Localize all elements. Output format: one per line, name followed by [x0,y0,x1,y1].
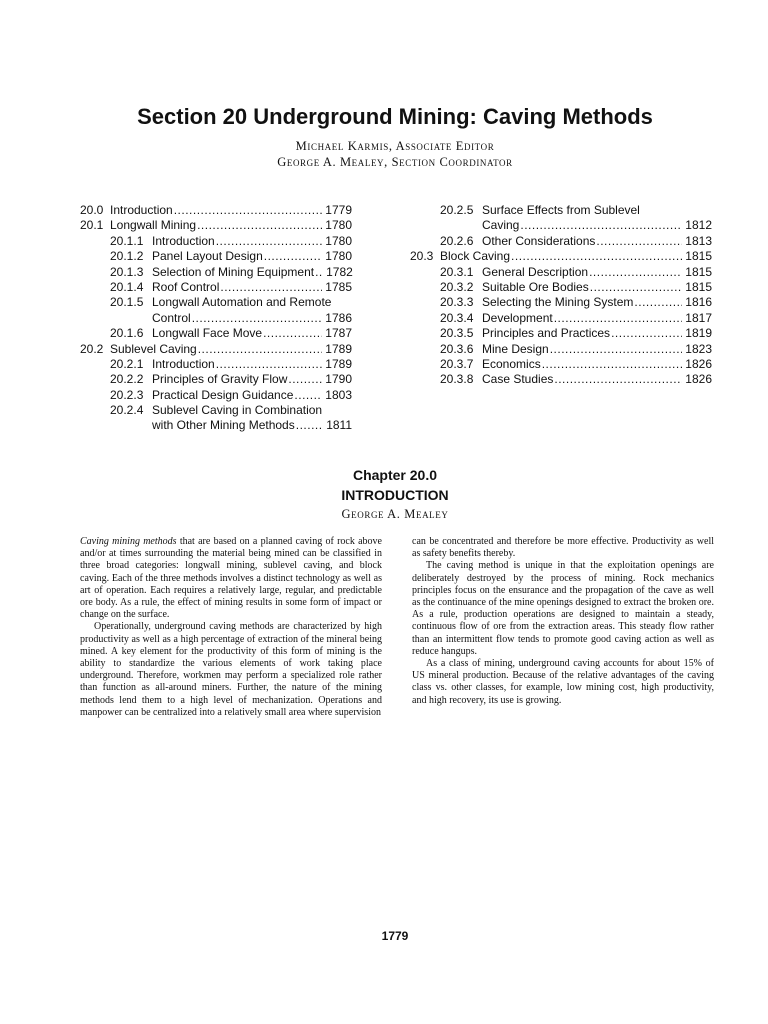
table-of-contents-left [80,203,352,434]
toc-entry [80,388,352,403]
toc-entry-number: 20.3.1 [440,264,474,279]
toc-entry-page: 1811 [326,418,352,433]
toc-entry-number: 20.1 [80,218,104,233]
toc-entry-title: Caving [482,218,520,233]
toc-entry-title: Principles and Practices [482,326,611,341]
paragraph-text: The caving method is unique in that the exploitation openings are deliberately destroyed by the process of mining. Rock mechanics principles focus on the ensurance and the propagation of the cave as well as the continuance of the mine openings designed to extract the broken ore. As a rule, production operations are designed to maintain a steady, continuous flow of ore from the extraction areas. This steady flow rather than an intermittent flow tends to promote good caving action as well as reduce hangups. [412,560,714,657]
toc-dot-leader [554,311,683,325]
toc-dot-leader [590,280,683,294]
toc-entry-page: 1785 [325,279,352,294]
toc-dot-leader [264,249,323,263]
toc-entry-title: Suitable Ore Bodies [482,279,589,294]
toc-entry-number: 20.1.2 [110,249,144,264]
toc-entry-title: Mine Design [482,341,549,356]
toc-dot-leader [589,265,682,279]
toc-entry [80,218,352,233]
toc-entry [80,234,352,249]
body-column-left [80,536,382,719]
toc-entry-number: 20.2.4 [110,403,144,418]
toc-entry [410,311,712,326]
body-paragraph [412,560,714,658]
toc-entry-title: Longwall Mining [110,218,197,233]
toc-entry-title: Longwall Face Move [152,326,263,341]
lead-phrase: Caving mining methods [80,536,177,547]
toc-dot-leader [263,326,322,340]
toc-entry-title: Introduction [152,233,215,248]
toc-entry [410,295,712,310]
toc-entry [80,280,352,295]
toc-entry [80,418,352,433]
toc-dot-leader [596,234,682,248]
toc-entry [410,280,712,295]
toc-entry [410,357,712,372]
toc-entry-number: 20.1.4 [110,279,144,294]
toc-entry-page: 1790 [325,372,352,387]
toc-entry-page: 1819 [685,326,712,341]
table-of-contents-right [410,203,712,388]
toc-entry-page: 1786 [325,310,352,325]
chapter-author: George A. Mealey [341,507,449,521]
toc-entry-page: 1780 [325,218,352,233]
toc-entry-title: Block Caving [440,249,511,264]
toc-entry-page: 1817 [685,310,712,325]
toc-entry [80,326,352,341]
body-paragraph [412,658,714,707]
toc-entry-number: 20.1.3 [110,264,144,279]
toc-entry-page: 1779 [325,203,352,217]
toc-entry-page: 1789 [325,341,352,356]
toc-dot-leader [550,342,683,356]
toc-entry-page: 1823 [685,341,712,356]
toc-entry-number: 20.1.1 [110,233,144,248]
toc-entry-title: General Description [482,264,589,279]
toc-entry-number: 20.3.8 [440,372,474,387]
toc-dot-leader [315,265,323,279]
paragraph-text: that are based on a planned caving of rock above and/or at times surrounding the material being mined can be classified in three broad categories: longwall mining, sublevel caving, and block caving. Each of the three methods involves a distinct technology as well as art of operation. Each requires a relatively large, regular, and predictable ore body. As a rule, the effect of mining results in some form of impact or change on the surface. [80,536,382,621]
toc-entry-title: Sublevel Caving [110,341,197,356]
toc-entry [410,342,712,357]
toc-entry [80,249,352,264]
toc-dot-leader [220,280,322,294]
toc-entry-title: Economics [482,356,541,371]
toc-dot-leader [216,357,323,371]
toc-entry [410,326,712,341]
toc-entry-page: 1812 [685,218,712,233]
toc-entry-title: Selection of Mining Equipment [152,264,315,279]
body-paragraph [80,536,382,621]
chapter-number: Chapter 20.0 [352,467,438,483]
toc-dot-leader [520,218,682,232]
toc-entry-page: 1815 [685,249,712,264]
toc-entry-title: Roof Control [152,279,220,294]
toc-entry [80,203,352,218]
toc-entry-title: Selecting the Mining System [482,295,634,310]
toc-dot-leader [296,418,323,432]
toc-dot-leader [611,326,682,340]
paragraph-text: As a class of mining, underground caving accounts for about 15% of US mineral production. Because of the relative advantages of the caving class vs. other classes, for example, low mining cost, high productivity, and high recovery, its use is growing. [412,658,714,706]
toc-entry [410,372,712,387]
toc-entry-number: 20.3.4 [440,310,474,325]
toc-entry-number: 20.3.6 [440,341,474,356]
toc-dot-leader [216,234,323,248]
toc-entry-page: 1789 [325,356,352,371]
toc-entry-page: 1813 [685,233,712,248]
toc-entry-title: Introduction [152,356,215,371]
toc-entry-title: with Other Mining Methods [152,418,295,433]
toc-dot-leader [174,203,323,217]
toc-entry [410,234,712,249]
toc-entry-page: 1780 [325,249,352,264]
toc-entry-number: 20.3.2 [440,279,474,294]
toc-entry [80,265,352,280]
toc-entry-number: 20.3.3 [440,295,474,310]
toc-entry [80,403,352,418]
toc-entry-title: Practical Design Guidance [152,387,294,402]
toc-entry-number: 20.3 [410,249,434,264]
toc-dot-leader [198,342,323,356]
toc-entry-number: 20.1.6 [110,326,144,341]
toc-entry-number: 20.3.7 [440,356,474,371]
toc-entry-title: Other Considerations [482,233,596,248]
toc-entry-number: 20.2.1 [110,356,144,371]
toc-dot-leader [288,372,322,386]
toc-entry-title: Sublevel Caving in Combination [152,403,323,418]
toc-entry-title: Control [152,310,191,325]
toc-entry-number: 20.3.5 [440,326,474,341]
toc-entry-title: Case Studies [482,372,554,387]
toc-entry-page: 1826 [685,372,712,387]
toc-entry [80,357,352,372]
body-paragraph [412,536,714,560]
section-coordinator-byline: George A. Mealey, Section Coordinator [277,155,513,169]
toc-entry [410,218,712,233]
toc-entry [80,342,352,357]
toc-entry-number: 20.2.3 [110,387,144,402]
toc-entry [410,265,712,280]
toc-entry [80,295,352,310]
toc-entry-title: Panel Layout Design [152,249,263,264]
toc-entry-page: 1815 [685,279,712,294]
toc-entry [80,311,352,326]
toc-entry-page: 1815 [685,264,712,279]
page-number: 1779 [381,929,409,943]
toc-entry-page: 1826 [685,356,712,371]
toc-dot-leader [634,295,682,309]
toc-entry [410,249,712,264]
toc-dot-leader [192,311,323,325]
toc-dot-leader [554,372,682,386]
paragraph-text: Operationally, underground caving methods are characterized by high productivity as well as a high percentage of extraction of the mineral being mined. A key element for the productivity of this form of mining is the ability to standardize the various elements of work taking place underground. Therefore, workmen may perform a specialized role rather than function as all-around miners. Further, the nature of the mining methods lend them to a high level of mechanization. Operations and manpower can be centralized into a relatively small area where supervision [80,621,382,718]
toc-entry-page: 1816 [685,295,712,310]
toc-entry-title: Introduction [110,203,173,217]
toc-dot-leader [511,249,682,263]
toc-dot-leader [542,357,683,371]
toc-entry-number: 20.2.5 [440,203,474,217]
toc-entry-title: Development [482,310,553,325]
toc-entry-page: 1780 [325,233,352,248]
toc-entry-number: 20.0 [80,203,104,217]
toc-entry-title: Principles of Gravity Flow [152,372,288,387]
associate-editor-byline: Michael Karmis, Associate Editor [295,139,495,153]
body-paragraph [80,621,382,719]
toc-entry-number: 20.2 [80,341,104,356]
toc-dot-leader [294,388,322,402]
toc-dot-leader [197,218,322,232]
toc-entry [410,203,712,218]
toc-entry-page: 1803 [325,387,352,402]
body-column-right [412,536,714,707]
chapter-title: INTRODUCTION [341,487,449,503]
toc-entry-number: 20.1.5 [110,295,144,310]
section-title: Section 20 Underground Mining: Caving Methods [137,104,653,129]
toc-entry [80,372,352,387]
toc-entry-title: Longwall Automation and Remote [152,295,332,310]
paragraph-text: can be concentrated and therefore be more effective. Productivity as well as safety benefits thereby. [412,536,714,560]
toc-entry-title: Surface Effects from Sublevel [482,203,640,217]
toc-entry-page: 1782 [326,264,353,279]
toc-entry-number: 20.2.2 [110,372,144,387]
toc-entry-page: 1787 [325,326,352,341]
toc-entry-number: 20.2.6 [440,233,474,248]
